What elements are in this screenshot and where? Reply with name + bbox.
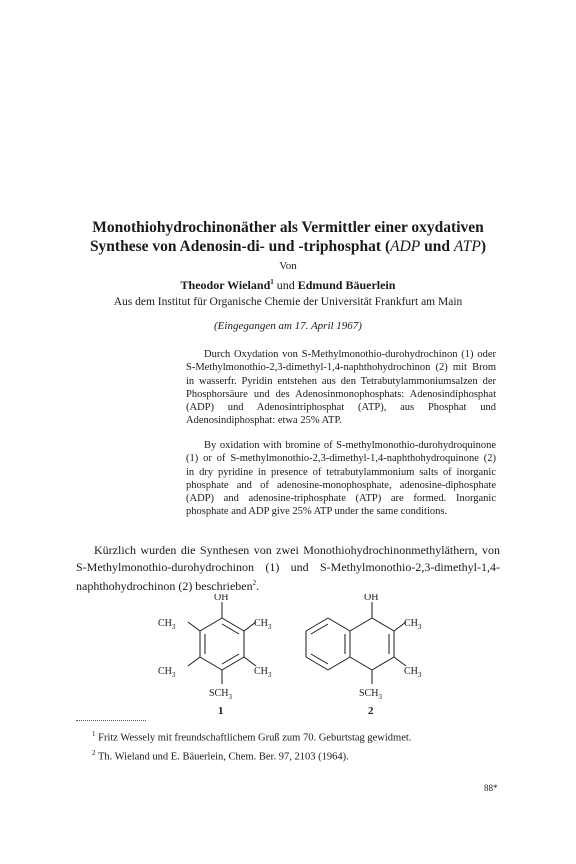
sch3-text: SCH xyxy=(209,688,229,699)
abstract-german: Durch Oxydation von S-Methylmonothio-durohydrochinon (1) oder S-Methylmonothio-2,3-dimethyl-1,4-naphthohydrochinon (2) mit Brom in wasserfr. Pyridin entstehen aus den Tetrabutylammoniumsalzen der Phosphorsäure und des Adenosinmonophosphats: Adenosindiphosphat (ADP) und Adenosintriphosphat (ATP), aus Phosphat und Adenosindiphosphat: etwa 25% ATP. xyxy=(186,349,496,427)
chemical-structures xyxy=(150,594,450,724)
ch3-text: CH xyxy=(404,666,418,677)
ch3-sub: 3 xyxy=(267,671,272,679)
structure-1-ch3-top-left xyxy=(158,618,176,631)
ch3-text: CH xyxy=(158,666,172,677)
body-footnote-mark: 2 xyxy=(252,579,257,587)
footnotes xyxy=(76,727,500,764)
footnote-1 xyxy=(76,727,500,746)
body-text: Kürzlich wurden die Synthesen von zwei Monothiohydrochinonmethyläthern, von S-Methylmonothio-durohydrochinon (1) und S-Methylmonothio-2,3-dimethyl-1,4-naphthohydrochinon (2) beschrieben xyxy=(76,543,500,593)
title-line-2 xyxy=(60,237,516,256)
structure-1-oh: OH xyxy=(214,594,229,603)
footnote-1-text: Fritz Wessely mit freundschaftlichem Gruß zum 70. Geburtstag gewidmet. xyxy=(98,732,412,744)
ch3-text: CH xyxy=(158,618,172,629)
article-title xyxy=(60,218,516,256)
structure-2-ch3-bottom xyxy=(404,666,422,679)
page-number: 88* xyxy=(484,783,498,793)
affiliation: Aus dem Institut für Organische Chemie der Universität Frankfurt am Main xyxy=(113,296,463,308)
author-1-footnote-mark: 1 xyxy=(270,278,274,286)
structure-2-label: 2 xyxy=(368,705,374,717)
title-atp: ATP xyxy=(453,238,481,255)
ch3-sub: 3 xyxy=(171,623,176,631)
sch3-sub: 3 xyxy=(378,693,382,701)
footnote-2-text: Th. Wieland und E. Bäuerlein, Chem. Ber. 97, 2103 (1964). xyxy=(97,751,349,762)
title-line-2-text: Synthese von Adenosin-di- und -triphosphat ( xyxy=(89,238,391,255)
ch3-text: CH xyxy=(254,618,268,629)
body-end: . xyxy=(256,579,260,593)
structure-1-ch3-bottom-left xyxy=(158,666,176,679)
structure-2-sch3 xyxy=(359,688,382,701)
ch3-text: CH xyxy=(404,618,418,629)
structure-2 xyxy=(306,602,406,684)
received-date: (Eingegangen am 17. April 1967) xyxy=(214,320,362,332)
abstract-english: By oxidation with bromine of S-methylmonothio-durohydroquinone (1) or of S-methylmonothio-2,3-dimethyl-1,4-naphthohydroquinone (2) in dry pyridine in presence of tetrabutylammonium salts of inorganic phosphate and of adenosine-monophosphate, adenosine-diphosphate (ADP) and adenosine-triphosphate (ATP) are formed. Inorganic phosphate and ADP give 25% ATP under the same conditions. xyxy=(186,440,496,518)
author-1: Theodor Wieland xyxy=(180,278,271,292)
sch3-text: SCH xyxy=(359,688,379,699)
footnote-2-mark: 2 xyxy=(92,748,96,757)
structure-1-ch3-top-right xyxy=(254,618,272,631)
footnote-1-mark: 1 xyxy=(92,730,96,738)
title-line-1: Monothiohydrochinonäther als Vermittler einer oxydativen xyxy=(92,219,484,236)
footnote-separator xyxy=(76,720,146,721)
footnote-2 xyxy=(76,746,500,765)
ch3-sub: 3 xyxy=(417,623,422,631)
von-label: Von xyxy=(279,260,297,272)
ch3-sub: 3 xyxy=(267,623,272,631)
title-adp: ADP xyxy=(390,238,421,255)
ch3-sub: 3 xyxy=(171,671,176,679)
author-und: und xyxy=(273,278,298,292)
structure-1 xyxy=(188,602,256,684)
structure-2-oh: OH xyxy=(364,594,379,603)
title-close: ) xyxy=(480,238,487,255)
structure-1-label: 1 xyxy=(218,705,224,717)
title-und: und xyxy=(420,238,454,255)
sch3-sub: 3 xyxy=(228,693,232,701)
body-paragraph xyxy=(76,542,500,595)
structure-1-ch3-bottom-right xyxy=(254,666,272,679)
ch3-sub: 3 xyxy=(417,671,422,679)
author-2: Edmund Bäuerlein xyxy=(297,278,396,292)
authors xyxy=(0,278,576,293)
structure-1-sch3 xyxy=(209,688,232,701)
structure-2-ch3-top xyxy=(404,618,422,631)
ch3-text: CH xyxy=(254,666,268,677)
